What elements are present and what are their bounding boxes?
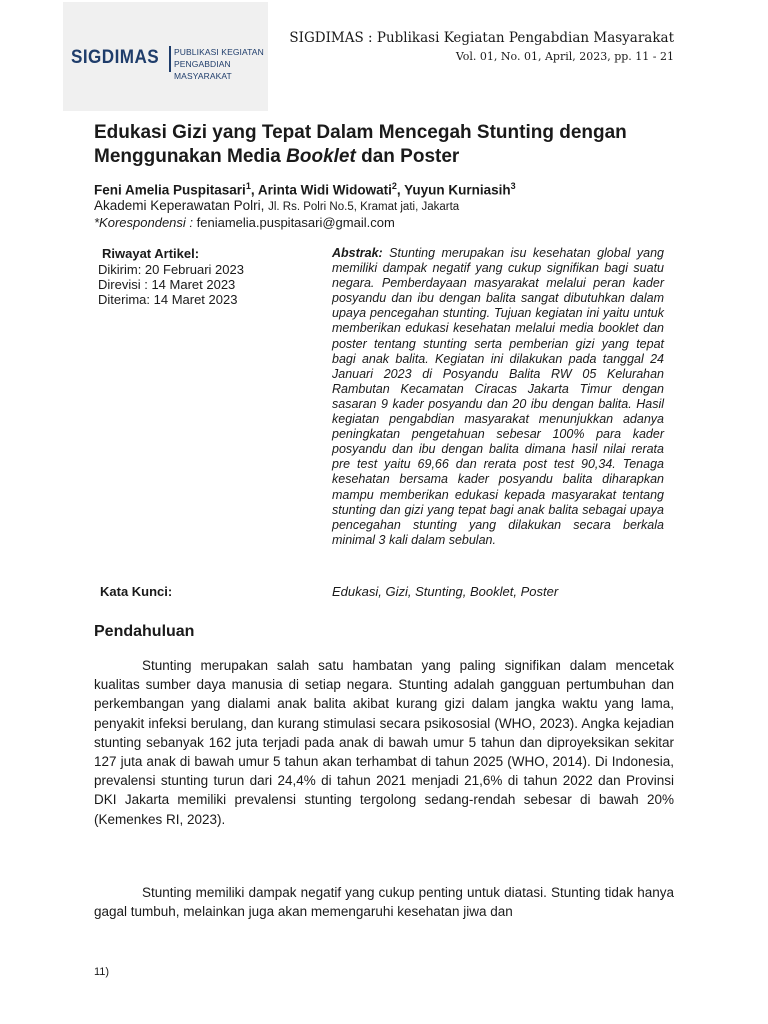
title-text-italic: Booklet [286,146,356,167]
history-submitted: Dikirim: 20 Februari 2023 [98,262,244,277]
keywords-label: Kata Kunci: [100,584,173,599]
correspondence-label: *Korespondensi : [94,215,197,230]
title-text-b: dan Poster [355,146,460,167]
author-separator: , [396,182,405,198]
author-affiliation-mark: 2 [391,181,397,191]
abstract-text: Stunting merupakan isu kesehatan global yang memiliki dampak negatif yang cukup signifikan bagi suatu negara. Pemberdayaan masyarakat melalui peran kader posyandu dan ibu dengan balita sangat dibutuhkan dalam upaya pencegahan stunting. Tujuan kegiatan ini yaitu untuk memberikan edukasi kesehatan melalui media booklet dan poster tentang stunting serta pemberian gizi yang tepat bagi anak balita. Kegiatan ini dilakukan pada tanggal 24 Januari 2023 di Posyandu Balita RW 05 Kelurahan Rambutan Kecamatan Ciracas Jakarta Timur dengan sasaran 9 kader posyandu dan 20 ibu dengan balita. Hasil kegiatan pengabdian masyarakat menunjukkan adanya peningkatan pengetahuan sebesar 100% para kader posyandu dan ibu dengan balita dimana hasil nilai rerata pre test yaitu 69,66 dan rerata post test 90,34. Tenaga kesehatan bersama kader posyandu balita diharapkan mampu memberikan edukasi kepada masyarakat tentang stunting dan gizi yang tepat bagi anak balita sebagai upaya pencegahan stunting yang dilakukan secara berkala minimal 3 kali dalam sebulan. [332,246,664,547]
logo-subtitle-line1: PUBLIKASI KEGIATAN [174,47,264,57]
institution-address: Jl. Rs. Polri No.5, Kramat jati, Jakarta [268,201,460,213]
logo-subtitle-line2: PENGABDIAN MASYARAKAT [174,59,232,81]
author-affiliation-mark: 3 [510,181,516,191]
journal-name: SIGDIMAS : Publikasi Kegiatan Pengabdian Masyarakat [289,30,674,46]
history-heading: Riwayat Artikel: [102,246,200,261]
author-list [94,181,516,198]
author-separator: , [250,182,258,198]
abstract-label: Abstrak: [332,246,383,260]
author-name: Arinta Widi Widowati [257,182,392,198]
abstract [332,246,664,548]
affiliation [94,198,459,213]
page-number: 11) [94,966,110,978]
author-name: Yuyun Kurniasih [404,182,511,198]
history-revised: Direvisi : 14 Maret 2023 [98,277,236,292]
body-paragraph: Stunting memiliki dampak negatif yang cukup penting untuk diatasi. Stunting tidak hanya gagal tumbuh, melainkan juga akan memengaruhi kesehatan jiwa dan [94,885,674,920]
journal-logo [63,2,268,111]
body-paragraph: Stunting merupakan salah satu hambatan yang paling signifikan dalam mencetak kualitas sumber daya manusia di setiap negara. Stunting adalah gangguan pertumbuhan dan perkembangan yang dialami anak balita akibat kurang gizi dalam jangka waktu yang lama, penyakit infeksi berulang, dan kurang stimulasi secara psikososial (WHO, 2023). Angka kejadian stunting sebanyak 162 juta terjadi pada anak di bawah umur 5 tahun dan diproyeksikan sekitar 127 juta anak di bawah umur 5 tahun akan terhambat di tahun 2025 (WHO, 2014). Di Indonesia, prevalensi stunting turun dari 24,4% di tahun 2021 menjadi 21,6% di tahun 2022 dan Provinsi DKI Jakarta memiliki prevalensi stunting tergolong sedang-rendah sebesar di bawah 20% (Kemenkes RI, 2023). [94,658,674,827]
correspondence [94,215,395,230]
correspondence-email[interactable]: feniamelia.puspitasari@gmail.com [196,215,395,230]
logo-wordmark: SIGDIMAS [71,47,160,68]
article-title [94,121,694,169]
section-heading: Pendahuluan [94,623,195,640]
title-text-a: Edukasi Gizi yang Tepat Dalam Mencegah Stunting dengan Menggunakan Media [94,122,627,167]
author-name: Feni Amelia Puspitasari [94,182,246,198]
history-accepted: Diterima: 14 Maret 2023 [98,292,238,307]
keywords-value: Edukasi, Gizi, Stunting, Booklet, Poster [332,584,559,599]
volume-info: Vol. 01, No. 01, April, 2023, pp. 11 - 21 [455,50,674,63]
logo-divider [169,46,171,72]
author-affiliation-mark: 1 [245,181,251,191]
logo-subtitle [174,46,268,82]
institution-name: Akademi Keperawatan Polri, [94,198,269,213]
